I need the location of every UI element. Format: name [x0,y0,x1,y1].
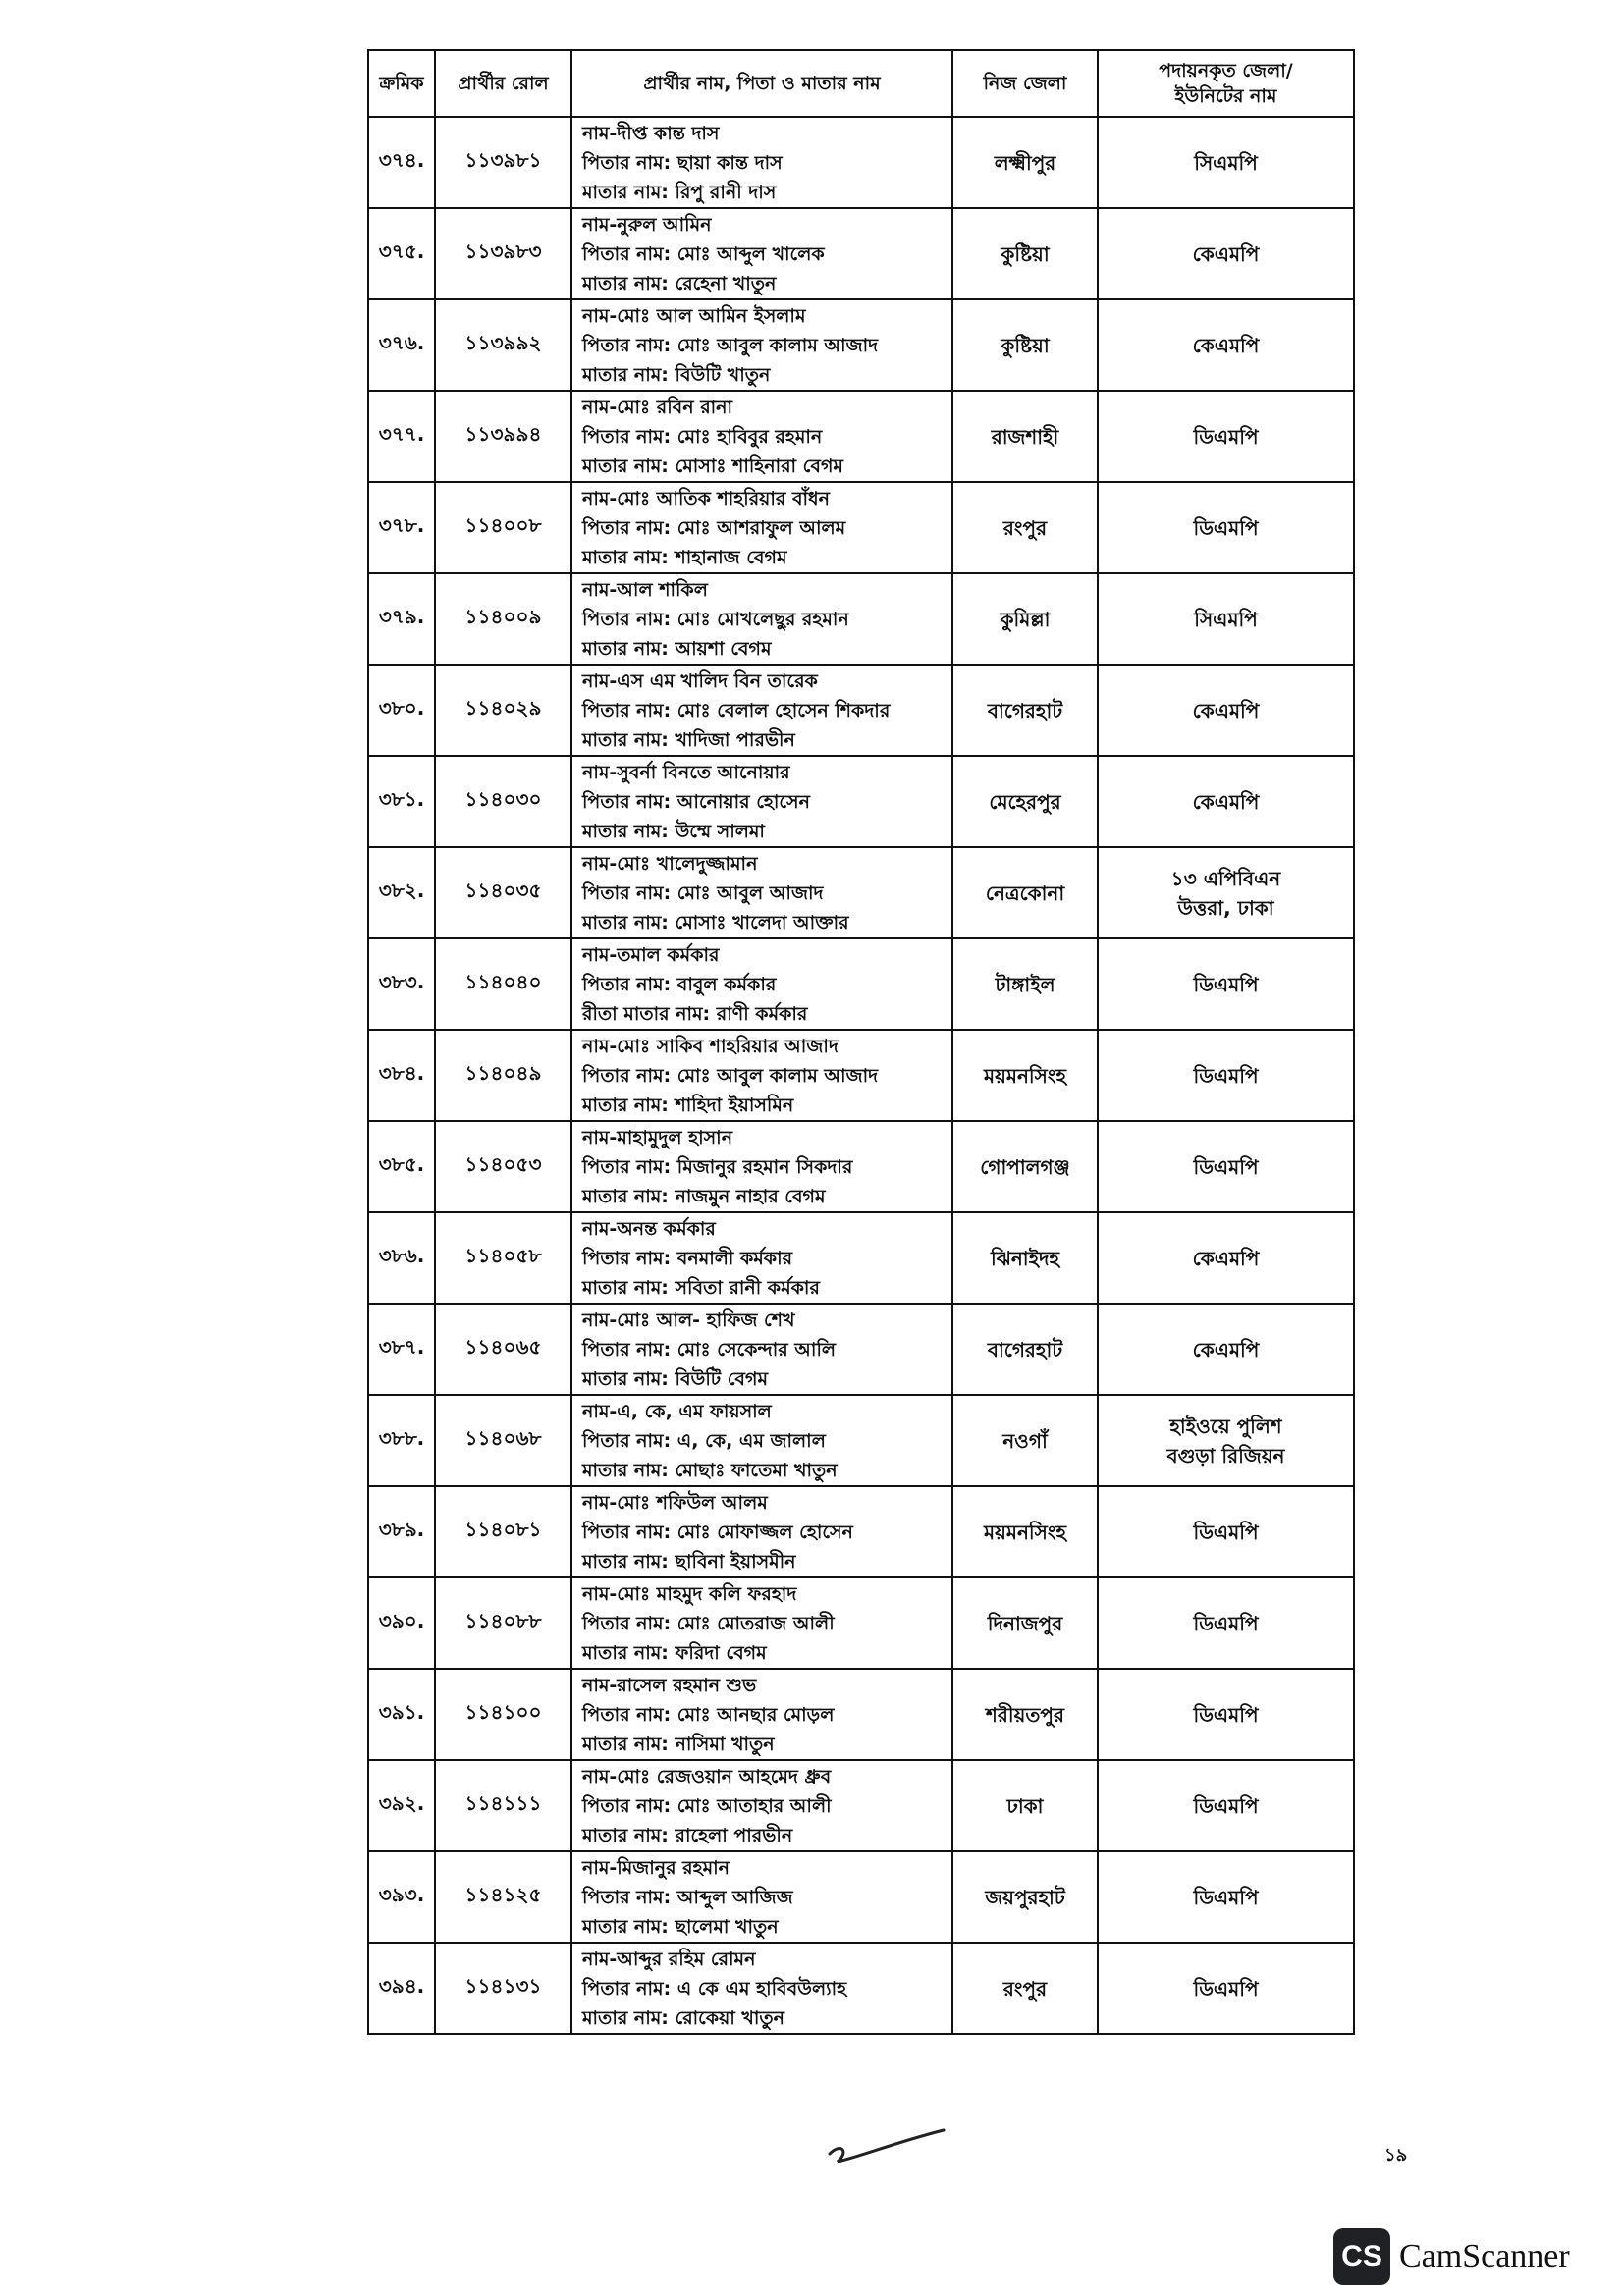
district-cell: কুষ্টিয়া [952,299,1098,391]
name-cell [571,391,952,482]
posting-cell [1098,1486,1354,1577]
name-cell [571,1121,952,1212]
name-cell [571,1212,952,1304]
name-cell [571,1760,952,1851]
roll-cell: ১১৪১০০ [435,1669,571,1760]
district-cell: রংপুর [952,482,1098,573]
posting-cell [1098,1304,1354,1395]
table-row [368,482,1354,573]
district-cell: টাঙ্গাইল [952,938,1098,1030]
father-name: পিতার নাম: এ কে এম হাবিবউল্যাহ [582,1977,847,2000]
posting-line1: সিএমপি [1194,150,1258,175]
father-name: পিতার নাম: মোঃ আবুল কালাম আজাদ [582,1064,879,1087]
serial-cell: ৩৭৭. [368,391,435,482]
mother-name: মাতার নাম: নাজমুন নাহার বেগম [582,1185,826,1207]
posting-cell [1098,1121,1354,1212]
candidate-name: নাম-মোঃ আতিক শাহরিয়ার বাঁধন [582,487,831,509]
posting-line1: ডিএমপি [1193,424,1259,449]
roll-cell: ১১৪১৩১ [435,1943,571,2034]
table-row [368,1121,1354,1212]
page-number: ১৯ [1384,2145,1408,2165]
table-row [368,299,1354,391]
candidate-name: নাম-মিজানুর রহমান [582,1856,730,1879]
posting-line1: কেএমপি [1192,698,1260,722]
mother-name: মাতার নাম: রিপু রানী দাস [582,181,777,203]
father-name: পিতার নাম: মোঃ আবুল আজাদ [582,881,824,904]
posting-cell [1098,1577,1354,1669]
mother-name: মাতার নাম: শাহানাজ বেগম [582,546,787,568]
posting-line1: ডিএমপি [1193,1702,1259,1727]
posting-cell [1098,1030,1354,1121]
candidate-name: নাম-মোঃ আল আমিন ইসলাম [582,304,806,327]
name-cell [571,938,952,1030]
name-cell [571,117,952,208]
roll-cell: ১১৪০০৮ [435,482,571,573]
district-cell: ঝিনাইদহ [952,1212,1098,1304]
district-cell: বাগেরহাট [952,665,1098,756]
mother-name: মাতার নাম: ছাবিনা ইয়াসমীন [582,1550,796,1573]
table-row [368,391,1354,482]
header-district: নিজ জেলা [952,50,1098,117]
roll-cell: ১১৪০৪০ [435,938,571,1030]
roll-cell: ১১৩৯৮১ [435,117,571,208]
roll-cell: ১১৪০৮৮ [435,1577,571,1669]
mother-name: মাতার নাম: বিউটি বেগম [582,1367,769,1390]
candidate-name: নাম-রাসেল রহমান শুভ [582,1674,757,1696]
mother-name: মাতার নাম: সবিতা রানী কর্মকার [582,1276,820,1299]
serial-cell: ৩৮৬. [368,1212,435,1304]
serial-cell: ৩৯৩. [368,1851,435,1943]
candidate-name: নাম-এস এম খালিদ বিন তারেক [582,669,818,692]
serial-cell: ৩৭৫. [368,208,435,299]
posting-line1: ডিএমপি [1193,1793,1259,1818]
father-name: পিতার নাম: আনোয়ার হোসেন [582,790,810,813]
name-cell [571,1030,952,1121]
father-name: পিতার নাম: মোঃ মোতরাজ আলী [582,1612,835,1634]
candidate-name: নাম-অনন্ত কর্মকার [582,1217,716,1240]
serial-cell: ৩৯৪. [368,1943,435,2034]
district-cell: নেত্রকোনা [952,847,1098,938]
candidate-name: নাম-মাহামুদুল হাসান [582,1126,733,1148]
candidate-name: নাম-নুরুল আমিন [582,213,712,236]
table-row [368,847,1354,938]
posting-line2: বগুড়া রিজিয়ন [1166,1443,1285,1468]
posting-line1: কেএমপি [1192,241,1260,266]
district-cell: শরীয়তপুর [952,1669,1098,1760]
posting-line1: হাইওয়ে পুলিশ [1169,1414,1282,1438]
posting-cell [1098,1395,1354,1486]
posting-line1: ডিএমপি [1193,1154,1259,1179]
district-cell: রাজশাহী [952,391,1098,482]
table-row [368,938,1354,1030]
father-name: পিতার নাম: মোঃ হাবিবুর রহমান [582,425,823,448]
posting-cell [1098,847,1354,938]
roll-cell: ১১৪০৩৫ [435,847,571,938]
roll-cell: ১১৪০৮১ [435,1486,571,1577]
mother-name: মাতার নাম: রাহেলা পারভীন [582,1824,793,1846]
posting-cell [1098,482,1354,573]
serial-cell: ৩৮১. [368,756,435,847]
posting-cell [1098,1212,1354,1304]
district-cell: দিনাজপুর [952,1577,1098,1669]
district-cell: গোপালগঞ্জ [952,1121,1098,1212]
table-row [368,1669,1354,1760]
posting-cell [1098,573,1354,665]
posting-line1: কেএমপি [1192,1246,1260,1270]
posting-cell [1098,1760,1354,1851]
table-row [368,208,1354,299]
table-row [368,1030,1354,1121]
candidate-name: নাম-মোঃ রবিন রানা [582,396,733,418]
serial-cell: ৩৭৪. [368,117,435,208]
father-name: পিতার নাম: আব্দুল আজিজ [582,1886,793,1908]
name-cell [571,299,952,391]
roll-cell: ১১৩৯৯২ [435,299,571,391]
roll-cell: ১১৪১১১ [435,1760,571,1851]
posting-cell [1098,665,1354,756]
mother-name: মাতার নাম: শাহিদা ইয়াসমিন [582,1094,794,1116]
mother-name: মাতার নাম: ছালেমা খাতুন [582,1915,779,1938]
district-cell: ময়মনসিংহ [952,1030,1098,1121]
district-cell: রংপুর [952,1943,1098,2034]
table-row [368,756,1354,847]
district-cell: জয়পুরহাট [952,1851,1098,1943]
table-row [368,1943,1354,2034]
table-row [368,1486,1354,1577]
serial-cell: ৩৮৮. [368,1395,435,1486]
district-cell: কুমিল্লা [952,573,1098,665]
header-serial: ক্রমিক [368,50,435,117]
name-cell [571,1669,952,1760]
posting-line1: ডিএমপি [1193,1611,1259,1635]
header-posting-line2: ইউনিটের নাম [1174,85,1277,107]
posting-line1: ১৩ এপিবিএন [1170,866,1281,890]
header-posting-line1: পদায়নকৃত জেলা/ [1159,60,1293,81]
posting-cell [1098,299,1354,391]
table-row [368,1304,1354,1395]
father-name: পিতার নাম: মোঃ মোফাজ্জল হোসেন [582,1521,853,1543]
serial-cell: ৩৭৯. [368,573,435,665]
serial-cell: ৩৯১. [368,1669,435,1760]
posting-line1: ডিএমপি [1193,1063,1259,1088]
posting-line1: কেএমপি [1192,1337,1260,1362]
father-name: পিতার নাম: বনমালী কর্মকার [582,1247,793,1269]
serial-cell: ৩৭৬. [368,299,435,391]
posting-cell [1098,1669,1354,1760]
table-row [368,1212,1354,1304]
roll-cell: ১১৩৯৯৪ [435,391,571,482]
name-cell [571,756,952,847]
mother-name: মাতার নাম: নাসিমা খাতুন [582,1733,775,1755]
serial-cell: ৩৮৯. [368,1486,435,1577]
district-cell: লক্ষ্মীপুর [952,117,1098,208]
posting-cell [1098,208,1354,299]
posting-line1: কেএমপি [1192,789,1260,814]
serial-cell: ৩৮৩. [368,938,435,1030]
posting-cell [1098,1943,1354,2034]
mother-name: মাতার নাম: আয়শা বেগম [582,637,772,660]
name-cell [571,1395,952,1486]
roll-cell: ১১৩৯৮৩ [435,208,571,299]
candidate-table [367,49,1355,2035]
roll-cell: ১১৪০৬৫ [435,1304,571,1395]
name-cell [571,1304,952,1395]
name-cell [571,665,952,756]
mother-name: মাতার নাম: ফরিদা বেগম [582,1641,767,1664]
signature-mark [828,2124,946,2173]
posting-cell [1098,756,1354,847]
camscanner-logo-icon: CS [1333,2228,1390,2285]
table-row [368,1760,1354,1851]
name-cell [571,1851,952,1943]
name-cell [571,847,952,938]
mother-name: মাতার নাম: খাদিজা পারভীন [582,728,795,751]
table-row [368,1577,1354,1669]
candidate-name: নাম-তমাল কর্মকার [582,943,720,966]
serial-cell: ৩৮৫. [368,1121,435,1212]
roll-cell: ১১৪১২৫ [435,1851,571,1943]
serial-cell: ৩৮২. [368,847,435,938]
candidate-name: নাম-মোঃ খালেদুজ্জামান [582,852,758,875]
candidate-name: নাম-আব্দুর রহিম রোমন [582,1948,756,1970]
district-cell: নওগাঁ [952,1395,1098,1486]
serial-cell: ৩৮০. [368,665,435,756]
candidate-name: নাম-মোঃ রেজওয়ান আহমেদ ধ্রুব [582,1765,832,1788]
roll-cell: ১১৪০২৯ [435,665,571,756]
candidate-name: নাম-দীপ্ত কান্ত দাস [582,122,720,144]
posting-cell [1098,938,1354,1030]
posting-line1: ডিএমপি [1193,972,1259,996]
serial-cell: ৩৮৪. [368,1030,435,1121]
posting-line1: ডিএমপি [1193,1976,1259,2001]
table-header-row [368,50,1354,117]
roll-cell: ১১৪০৫৩ [435,1121,571,1212]
name-cell [571,1577,952,1669]
posting-line1: কেএমপি [1192,333,1260,357]
posting-cell [1098,1851,1354,1943]
name-cell [571,208,952,299]
roll-cell: ১১৪০০৯ [435,573,571,665]
roll-cell: ১১৪০৬৮ [435,1395,571,1486]
father-name: পিতার নাম: মোঃ আনছার মোড়ল [582,1703,835,1726]
table-row [368,117,1354,208]
mother-name: রীতা মাতার নাম: রাণী কর্মকার [582,1002,808,1025]
header-roll: প্রার্থীর রোল [435,50,571,117]
name-cell [571,1486,952,1577]
father-name: পিতার নাম: ছায়া কান্ত দাস [582,151,783,174]
mother-name: মাতার নাম: মোসাঃ খালেদা আক্তার [582,911,849,934]
posting-line1: সিএমপি [1194,607,1258,631]
father-name: পিতার নাম: মিজানুর রহমান সিকদার [582,1155,853,1178]
district-cell: বাগেরহাট [952,1304,1098,1395]
mother-name: মাতার নাম: রেহেনা খাতুন [582,272,777,294]
mother-name: মাতার নাম: রোকেয়া খাতুন [582,2006,785,2029]
father-name: পিতার নাম: মোঃ সেকেন্দার আলি [582,1338,837,1361]
mother-name: মাতার নাম: মোছাঃ ফাতেমা খাতুন [582,1459,838,1481]
candidate-name: নাম-সুবর্না বিনতে আনোয়ার [582,761,790,783]
roll-cell: ১১৪০৫৮ [435,1212,571,1304]
name-cell [571,573,952,665]
candidate-name: নাম-মোঃ শফিউল আলম [582,1491,768,1514]
serial-cell: ৩৯০. [368,1577,435,1669]
district-cell: ময়মনসিংহ [952,1486,1098,1577]
father-name: পিতার নাম: বাবুল কর্মকার [582,973,777,995]
camscanner-watermark: CamScanner [1399,2238,1570,2274]
district-cell: মেহেরপুর [952,756,1098,847]
mother-name: মাতার নাম: বিউটি খাতুন [582,363,771,386]
candidate-name: নাম-এ, কে, এম ফায়সাল [582,1400,772,1422]
father-name: পিতার নাম: মোঃ আশরাফুল আলম [582,516,846,539]
serial-cell: ৩৯২. [368,1760,435,1851]
table-row [368,1395,1354,1486]
serial-cell: ৩৭৮. [368,482,435,573]
candidate-name: নাম-আল শাকিল [582,578,708,601]
posting-cell [1098,117,1354,208]
header-name: প্রার্থীর নাম, পিতা ও মাতার নাম [571,50,952,117]
posting-cell [1098,391,1354,482]
father-name: পিতার নাম: মোঃ আবুল কালাম আজাদ [582,334,879,356]
roll-cell: ১১৪০৩০ [435,756,571,847]
table-row [368,1851,1354,1943]
header-posting [1098,50,1354,117]
father-name: পিতার নাম: মোঃ বেলাল হোসেন শিকদার [582,699,891,721]
district-cell: কুষ্টিয়া [952,208,1098,299]
father-name: পিতার নাম: এ, কে, এম জালাল [582,1429,826,1452]
district-cell: ঢাকা [952,1760,1098,1851]
mother-name: মাতার নাম: উম্মে সালমা [582,820,765,842]
candidate-name: নাম-মোঃ আল- হাফিজ শেখ [582,1308,795,1331]
father-name: পিতার নাম: মোঃ মোখলেছুর রহমান [582,608,849,630]
candidate-name: নাম-মোঃ মাহমুদ কলি ফরহাদ [582,1582,797,1605]
posting-line1: ডিএমপি [1193,515,1259,540]
posting-line1: ডিএমপি [1193,1520,1259,1544]
posting-line2: উত্তরা, ঢাকা [1177,895,1274,920]
mother-name: মাতার নাম: মোসাঃ শাহিনারা বেগম [582,454,843,477]
serial-cell: ৩৮৭. [368,1304,435,1395]
name-cell [571,1943,952,2034]
table-row [368,665,1354,756]
father-name: পিতার নাম: মোঃ আতাহার আলী [582,1794,832,1817]
roll-cell: ১১৪০৪৯ [435,1030,571,1121]
candidate-name: নাম-মোঃ সাকিব শাহরিয়ার আজাদ [582,1035,839,1057]
table-row [368,573,1354,665]
father-name: পিতার নাম: মোঃ আব্দুল খালেক [582,242,825,265]
name-cell [571,482,952,573]
posting-line1: ডিএমপি [1193,1885,1259,1909]
